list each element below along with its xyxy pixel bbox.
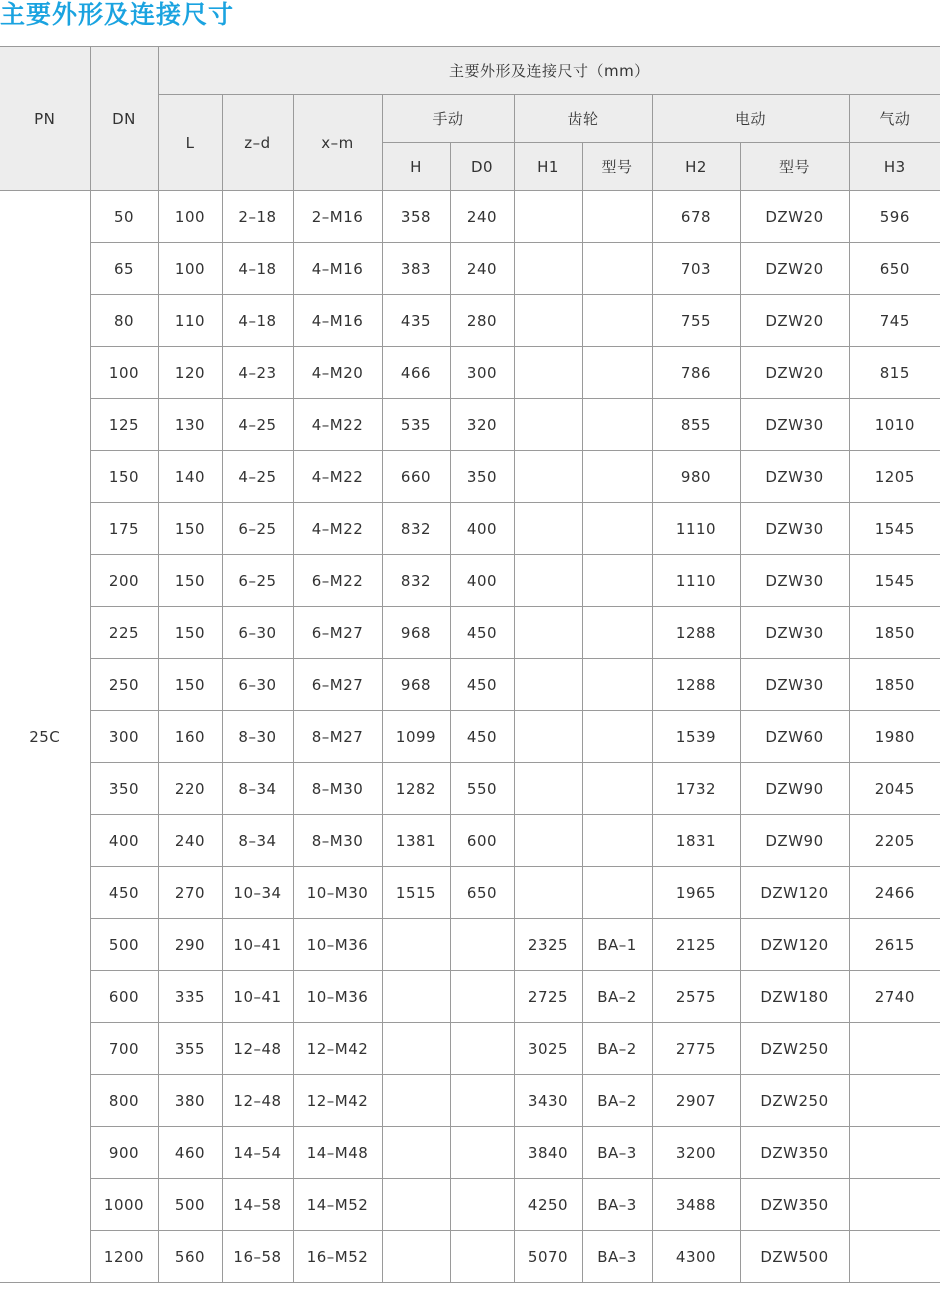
cell-dn: 1200 — [90, 1231, 158, 1283]
table-row — [0, 659, 940, 711]
cell-zd: 4–23 — [222, 347, 293, 399]
cell-L: 140 — [158, 451, 222, 503]
cell-zd: 4–18 — [222, 295, 293, 347]
cell-H1: 5070 — [514, 1231, 582, 1283]
cell-zd: 8–30 — [222, 711, 293, 763]
cell-H2: 703 — [652, 243, 740, 295]
dimension-table — [0, 46, 940, 1283]
cell-em: DZW30 — [740, 503, 849, 555]
cell-dn: 125 — [90, 399, 158, 451]
cell-H3: 2466 — [849, 867, 940, 919]
cell-H: 1515 — [382, 867, 450, 919]
header-manual: 手动 — [382, 95, 514, 143]
cell-H2: 1539 — [652, 711, 740, 763]
cell-H3 — [849, 1179, 940, 1231]
table-row — [0, 295, 940, 347]
cell-H2: 1110 — [652, 503, 740, 555]
cell-L: 120 — [158, 347, 222, 399]
cell-H1 — [514, 815, 582, 867]
table-row — [0, 243, 940, 295]
cell-dn: 700 — [90, 1023, 158, 1075]
cell-dn: 500 — [90, 919, 158, 971]
cell-L: 560 — [158, 1231, 222, 1283]
cell-H2: 1288 — [652, 659, 740, 711]
cell-H1 — [514, 763, 582, 815]
table-row — [0, 347, 940, 399]
cell-em: DZW500 — [740, 1231, 849, 1283]
header-group: 主要外形及连接尺寸（mm） — [158, 47, 940, 95]
cell-H3: 1850 — [849, 607, 940, 659]
cell-dn: 200 — [90, 555, 158, 607]
cell-L: 500 — [158, 1179, 222, 1231]
cell-H3: 1010 — [849, 399, 940, 451]
cell-xm: 6–M27 — [293, 607, 382, 659]
cell-L: 335 — [158, 971, 222, 1023]
cell-zd: 2–18 — [222, 191, 293, 243]
cell-dn: 80 — [90, 295, 158, 347]
table-row — [0, 1179, 940, 1231]
cell-L: 150 — [158, 503, 222, 555]
header-zd: z–d — [222, 95, 293, 191]
cell-dn: 150 — [90, 451, 158, 503]
table-row — [0, 191, 940, 243]
cell-D0 — [450, 1023, 514, 1075]
cell-em: DZW30 — [740, 399, 849, 451]
cell-D0 — [450, 1075, 514, 1127]
cell-H2: 2907 — [652, 1075, 740, 1127]
table-row — [0, 867, 940, 919]
cell-gm — [582, 815, 652, 867]
cell-gm: BA–3 — [582, 1231, 652, 1283]
cell-L: 100 — [158, 243, 222, 295]
cell-em: DZW120 — [740, 867, 849, 919]
header-pneumatic: 气动 — [849, 95, 940, 143]
cell-H: 466 — [382, 347, 450, 399]
header-H3: H3 — [849, 143, 940, 191]
table-row — [0, 1127, 940, 1179]
cell-L: 460 — [158, 1127, 222, 1179]
cell-L: 290 — [158, 919, 222, 971]
cell-D0: 300 — [450, 347, 514, 399]
cell-L: 130 — [158, 399, 222, 451]
table-row — [0, 815, 940, 867]
cell-L: 150 — [158, 555, 222, 607]
cell-L: 270 — [158, 867, 222, 919]
cell-xm: 2–M16 — [293, 191, 382, 243]
cell-H — [382, 919, 450, 971]
cell-H: 968 — [382, 607, 450, 659]
header-D0: D0 — [450, 143, 514, 191]
cell-dn: 900 — [90, 1127, 158, 1179]
cell-em: DZW20 — [740, 191, 849, 243]
cell-H2: 3200 — [652, 1127, 740, 1179]
cell-H1 — [514, 711, 582, 763]
cell-xm: 6–M27 — [293, 659, 382, 711]
header-dn: DN — [90, 47, 158, 191]
cell-H1: 4250 — [514, 1179, 582, 1231]
cell-D0: 350 — [450, 451, 514, 503]
cell-xm: 4–M22 — [293, 399, 382, 451]
cell-zd: 4–18 — [222, 243, 293, 295]
cell-H3 — [849, 1023, 940, 1075]
header-L: L — [158, 95, 222, 191]
cell-D0: 450 — [450, 659, 514, 711]
cell-H3 — [849, 1127, 940, 1179]
cell-em: DZW20 — [740, 295, 849, 347]
cell-gm: BA–2 — [582, 1075, 652, 1127]
cell-D0: 450 — [450, 607, 514, 659]
table-row — [0, 1023, 940, 1075]
cell-em: DZW60 — [740, 711, 849, 763]
cell-zd: 10–41 — [222, 971, 293, 1023]
cell-H: 1282 — [382, 763, 450, 815]
cell-dn: 100 — [90, 347, 158, 399]
cell-em: DZW90 — [740, 815, 849, 867]
cell-gm: BA–1 — [582, 919, 652, 971]
cell-zd: 8–34 — [222, 815, 293, 867]
cell-H3: 815 — [849, 347, 940, 399]
table-body — [0, 191, 940, 1283]
cell-H1: 3430 — [514, 1075, 582, 1127]
cell-L: 380 — [158, 1075, 222, 1127]
cell-xm: 4–M16 — [293, 295, 382, 347]
table-row — [0, 607, 940, 659]
cell-xm: 14–M48 — [293, 1127, 382, 1179]
cell-H — [382, 1231, 450, 1283]
cell-zd: 8–34 — [222, 763, 293, 815]
table-row — [0, 1231, 940, 1283]
cell-dn: 1000 — [90, 1179, 158, 1231]
cell-H1 — [514, 243, 582, 295]
page-title: 主要外形及连接尺寸 — [0, 0, 235, 29]
cell-xm: 8–M30 — [293, 815, 382, 867]
cell-H1: 3840 — [514, 1127, 582, 1179]
cell-H3: 745 — [849, 295, 940, 347]
cell-H3: 1205 — [849, 451, 940, 503]
cell-H2: 4300 — [652, 1231, 740, 1283]
cell-H2: 2125 — [652, 919, 740, 971]
cell-H2: 786 — [652, 347, 740, 399]
header-gear-model: 型号 — [582, 143, 652, 191]
cell-H2: 2575 — [652, 971, 740, 1023]
cell-H1 — [514, 659, 582, 711]
table-row — [0, 451, 940, 503]
header-pn: PN — [0, 47, 90, 191]
cell-gm — [582, 659, 652, 711]
cell-gm: BA–2 — [582, 1023, 652, 1075]
cell-L: 355 — [158, 1023, 222, 1075]
cell-L: 220 — [158, 763, 222, 815]
cell-D0 — [450, 971, 514, 1023]
cell-em: DZW30 — [740, 555, 849, 607]
cell-xm: 4–M22 — [293, 503, 382, 555]
cell-dn: 250 — [90, 659, 158, 711]
cell-zd: 14–58 — [222, 1179, 293, 1231]
table-row — [0, 1075, 940, 1127]
cell-H1 — [514, 867, 582, 919]
cell-xm: 4–M22 — [293, 451, 382, 503]
cell-dn: 400 — [90, 815, 158, 867]
cell-dn: 350 — [90, 763, 158, 815]
cell-H — [382, 1179, 450, 1231]
cell-D0: 240 — [450, 243, 514, 295]
cell-em: DZW20 — [740, 347, 849, 399]
cell-H1 — [514, 607, 582, 659]
table-row — [0, 399, 940, 451]
cell-H — [382, 1075, 450, 1127]
cell-gm — [582, 607, 652, 659]
cell-xm: 8–M27 — [293, 711, 382, 763]
cell-gm: BA–2 — [582, 971, 652, 1023]
cell-gm — [582, 295, 652, 347]
cell-L: 240 — [158, 815, 222, 867]
cell-H1 — [514, 295, 582, 347]
cell-em: DZW350 — [740, 1179, 849, 1231]
cell-D0 — [450, 1231, 514, 1283]
cell-gm: BA–3 — [582, 1127, 652, 1179]
cell-H3: 1850 — [849, 659, 940, 711]
cell-zd: 6–25 — [222, 503, 293, 555]
table-row — [0, 711, 940, 763]
cell-H3: 1545 — [849, 503, 940, 555]
cell-zd: 6–30 — [222, 659, 293, 711]
header-H: H — [382, 143, 450, 191]
cell-H2: 3488 — [652, 1179, 740, 1231]
cell-H — [382, 1127, 450, 1179]
cell-H2: 1732 — [652, 763, 740, 815]
cell-dn: 600 — [90, 971, 158, 1023]
cell-H2: 2775 — [652, 1023, 740, 1075]
table-row — [0, 919, 940, 971]
cell-dn: 450 — [90, 867, 158, 919]
cell-H: 832 — [382, 555, 450, 607]
cell-H3: 2205 — [849, 815, 940, 867]
cell-dn: 50 — [90, 191, 158, 243]
cell-H3: 2740 — [849, 971, 940, 1023]
header-elec-model: 型号 — [740, 143, 849, 191]
cell-em: DZW120 — [740, 919, 849, 971]
cell-em: DZW90 — [740, 763, 849, 815]
header-H1: H1 — [514, 143, 582, 191]
cell-H3: 2045 — [849, 763, 940, 815]
cell-gm — [582, 451, 652, 503]
cell-H1: 2325 — [514, 919, 582, 971]
cell-gm — [582, 867, 652, 919]
cell-H: 535 — [382, 399, 450, 451]
cell-H: 383 — [382, 243, 450, 295]
cell-H2: 1288 — [652, 607, 740, 659]
cell-D0: 550 — [450, 763, 514, 815]
cell-H2: 755 — [652, 295, 740, 347]
cell-H: 1099 — [382, 711, 450, 763]
cell-D0 — [450, 1127, 514, 1179]
cell-dn: 175 — [90, 503, 158, 555]
cell-H1 — [514, 191, 582, 243]
cell-H: 435 — [382, 295, 450, 347]
cell-gm — [582, 399, 652, 451]
cell-H2: 1110 — [652, 555, 740, 607]
table-row — [0, 763, 940, 815]
table-row — [0, 555, 940, 607]
header-H2: H2 — [652, 143, 740, 191]
cell-gm — [582, 711, 652, 763]
cell-zd: 6–30 — [222, 607, 293, 659]
cell-H2: 855 — [652, 399, 740, 451]
cell-xm: 12–M42 — [293, 1075, 382, 1127]
cell-L: 150 — [158, 607, 222, 659]
cell-dn: 800 — [90, 1075, 158, 1127]
cell-D0: 240 — [450, 191, 514, 243]
cell-zd: 4–25 — [222, 399, 293, 451]
cell-H2: 678 — [652, 191, 740, 243]
cell-D0: 400 — [450, 555, 514, 607]
cell-dn: 300 — [90, 711, 158, 763]
cell-zd: 10–41 — [222, 919, 293, 971]
cell-D0: 600 — [450, 815, 514, 867]
cell-H1 — [514, 399, 582, 451]
cell-H: 832 — [382, 503, 450, 555]
cell-xm: 4–M16 — [293, 243, 382, 295]
cell-zd: 14–54 — [222, 1127, 293, 1179]
cell-xm: 10–M36 — [293, 971, 382, 1023]
cell-em: DZW250 — [740, 1075, 849, 1127]
cell-H: 968 — [382, 659, 450, 711]
cell-H3: 1545 — [849, 555, 940, 607]
cell-gm — [582, 763, 652, 815]
cell-H1 — [514, 347, 582, 399]
cell-H — [382, 1023, 450, 1075]
cell-xm: 16–M52 — [293, 1231, 382, 1283]
cell-gm — [582, 503, 652, 555]
cell-H2: 1965 — [652, 867, 740, 919]
cell-zd: 12–48 — [222, 1023, 293, 1075]
cell-H2: 1831 — [652, 815, 740, 867]
table-row — [0, 503, 940, 555]
cell-H3: 1980 — [849, 711, 940, 763]
cell-H: 1381 — [382, 815, 450, 867]
cell-D0: 450 — [450, 711, 514, 763]
cell-gm — [582, 347, 652, 399]
cell-xm: 12–M42 — [293, 1023, 382, 1075]
cell-xm: 8–M30 — [293, 763, 382, 815]
cell-gm — [582, 555, 652, 607]
cell-em: DZW250 — [740, 1023, 849, 1075]
cell-xm: 10–M30 — [293, 867, 382, 919]
cell-H1 — [514, 451, 582, 503]
cell-D0 — [450, 1179, 514, 1231]
cell-zd: 6–25 — [222, 555, 293, 607]
header-gear: 齿轮 — [514, 95, 652, 143]
cell-H3: 596 — [849, 191, 940, 243]
cell-H: 660 — [382, 451, 450, 503]
cell-H3: 2615 — [849, 919, 940, 971]
cell-gm — [582, 191, 652, 243]
header-xm: x–m — [293, 95, 382, 191]
cell-em: DZW30 — [740, 659, 849, 711]
cell-D0: 320 — [450, 399, 514, 451]
cell-H1: 3025 — [514, 1023, 582, 1075]
cell-L: 100 — [158, 191, 222, 243]
cell-xm: 14–M52 — [293, 1179, 382, 1231]
cell-zd: 4–25 — [222, 451, 293, 503]
cell-D0 — [450, 919, 514, 971]
cell-xm: 10–M36 — [293, 919, 382, 971]
cell-D0: 650 — [450, 867, 514, 919]
cell-xm: 4–M20 — [293, 347, 382, 399]
cell-H3 — [849, 1231, 940, 1283]
cell-em: DZW30 — [740, 607, 849, 659]
cell-H3: 650 — [849, 243, 940, 295]
header-electric: 电动 — [652, 95, 849, 143]
cell-H2: 980 — [652, 451, 740, 503]
cell-H1 — [514, 503, 582, 555]
cell-H — [382, 971, 450, 1023]
cell-em: DZW350 — [740, 1127, 849, 1179]
cell-em: DZW30 — [740, 451, 849, 503]
cell-D0: 280 — [450, 295, 514, 347]
cell-H3 — [849, 1075, 940, 1127]
cell-dn: 65 — [90, 243, 158, 295]
cell-zd: 16–58 — [222, 1231, 293, 1283]
cell-pn: 25C — [0, 191, 90, 1283]
cell-zd: 12–48 — [222, 1075, 293, 1127]
cell-D0: 400 — [450, 503, 514, 555]
cell-H1 — [514, 555, 582, 607]
cell-L: 150 — [158, 659, 222, 711]
cell-H: 358 — [382, 191, 450, 243]
cell-zd: 10–34 — [222, 867, 293, 919]
cell-em: DZW180 — [740, 971, 849, 1023]
cell-gm: BA–3 — [582, 1179, 652, 1231]
cell-gm — [582, 243, 652, 295]
cell-L: 110 — [158, 295, 222, 347]
table-row — [0, 971, 940, 1023]
cell-em: DZW20 — [740, 243, 849, 295]
cell-L: 160 — [158, 711, 222, 763]
cell-dn: 225 — [90, 607, 158, 659]
cell-xm: 6–M22 — [293, 555, 382, 607]
cell-H1: 2725 — [514, 971, 582, 1023]
